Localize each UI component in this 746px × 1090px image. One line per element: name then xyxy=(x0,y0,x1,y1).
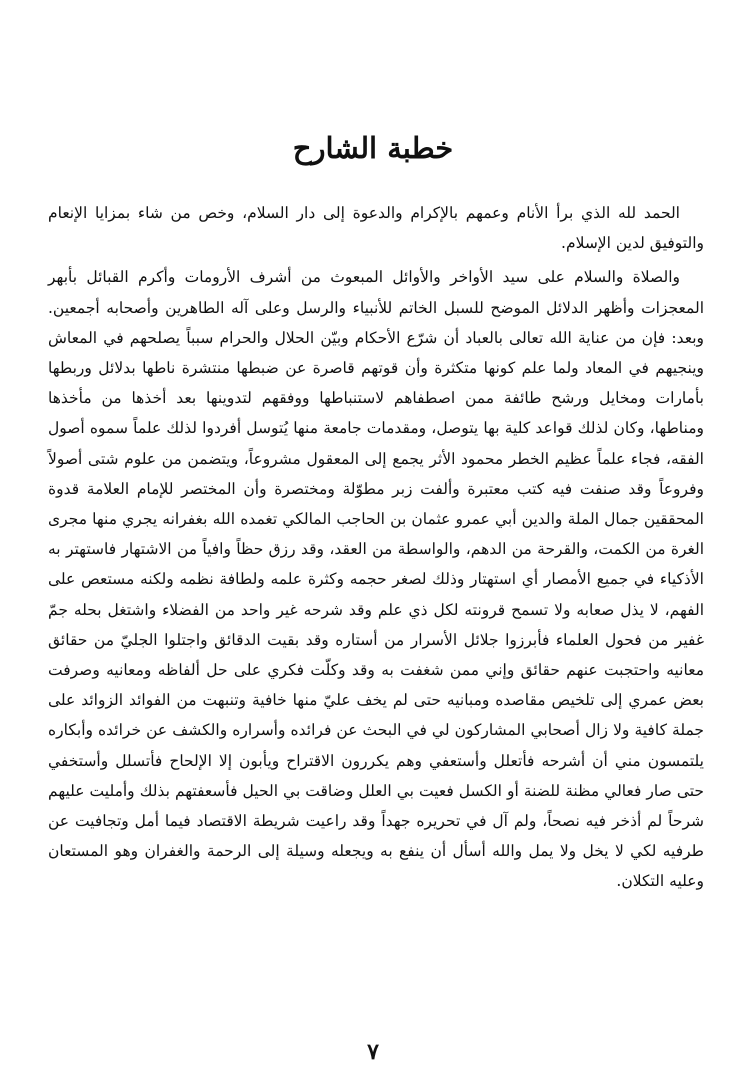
paragraph-main-preface: والصلاة والسلام على سيد الأواخر والأوائل المبعوث من أشرف الأرومات وأكرم القبائل بأبهر المعجزات وأظهر الدلائل الموضح للسبل الخاتم للأنبياء والرسل وعلى آله الطاهرين وأصحابه أجمعين. وبعد: فإن من عناية الله تعالى بالعباد أن شرّع الأحكام وبيّن الحلال والحرام سبباً يصلحهم في المعاش وينجيهم في المعاد ولما علم كونها متكثرة وأن قوتهم قاصرة عن ضبطها منتشرة ناطها بدلائل وربطها بأمارات ومخايل ورشح طائفة ممن اصطفاهم لاستنباطها ووفقهم لتدوينها بعد أخذها من مأخذها ومناطها، وكان لذلك قواعد كلية بها يتوصل، ومقدمات جامعة منها يُتوسل أفردوا لذلك علماً سموه أصول الفقه، فجاء علماً عظيم الخطر محمود الأثر يجمع إلى المعقول مشروعاً، ويتضمن من علوم شتى أصولاً وفروعاً وقد صنفت فيه كتب معتبرة وألفت زبر مطوّلة ومختصرة وأن المختصر للإمام العلامة قدوة المحققين جمال الملة والدين أبي عمرو عثمان بن الحاجب المالكي تغمده الله بغفرانه يجري منها مجرى الغرة من الكمت، والقرحة من الدهم، والواسطة من العقد، وقد رزق حظاً وافياً من الاشتهار فاستهتر به الأذكياء في جميع الأمصار أي استهتار وذلك لصغر حجمه وكثرة علمه ولطافة نظمه ولكنه مستعص على الفهم، لا يذل صعابه ولا تسمح قرونته لكل ذي علم وقد شرحه غير واحد من الفضلاء واشتغل بحله جمّ غفير من فحول العلماء فأبرزوا جلائل الأسرار من أستاره وقد بقيت الدقائق واجتلوا الجليّ من حقائق معانيه واحتجبت عنهم حقائق وإني ممن شغفت به وقد وكلّت فكري على حل ألفاظه ومعانيه وصرفت بعض عمري إلى تلخيص مقاصده ومبانيه حتى لم يخف عليّ منها خافية وتنبهت من الفوائد الزوائد على جملة كافية ولا زال أصحابي المشاركون لي في البحث عن فرائده وأسراره والكشف عن خرائده وأبكاره يلتمسون مني أن أشرحه فأتعلل وأستعفي وهم يكررون الاقتراح ويأبون إلا الإلحاح فأتسلل وأستخفي حتى صار فعالي مظنة للضنة أو الكسل فعيت بي العلل وضاقت بي الحيل فأسعفتهم بذلك وأمليت عليهم شرحاً لم أذخر فيه نصحاً، ولم آل في تحريره جهداً وقد راعيت شريطة الاقتصاد فيما أمل وتجافيت عن طرفيه لكي لا يخل ولا يمل والله أسأل أن ينفع به ويجعله وسيلة إلى الرحمة والغفران وهو المستعان وعليه التكلان. xyxy=(48,268,705,891)
page-number: ٧ xyxy=(367,1039,379,1065)
body-text xyxy=(48,198,704,901)
paragraph-opening-praise: الحمد لله الذي برأ الأنام وعمهم بالإكرام والدعوة إلى دار السلام، وخص من شاء بمزايا الإنعام والتوفيق لدين الإسلام. xyxy=(48,204,704,253)
chapter-title: خطبة الشارح xyxy=(292,131,454,165)
